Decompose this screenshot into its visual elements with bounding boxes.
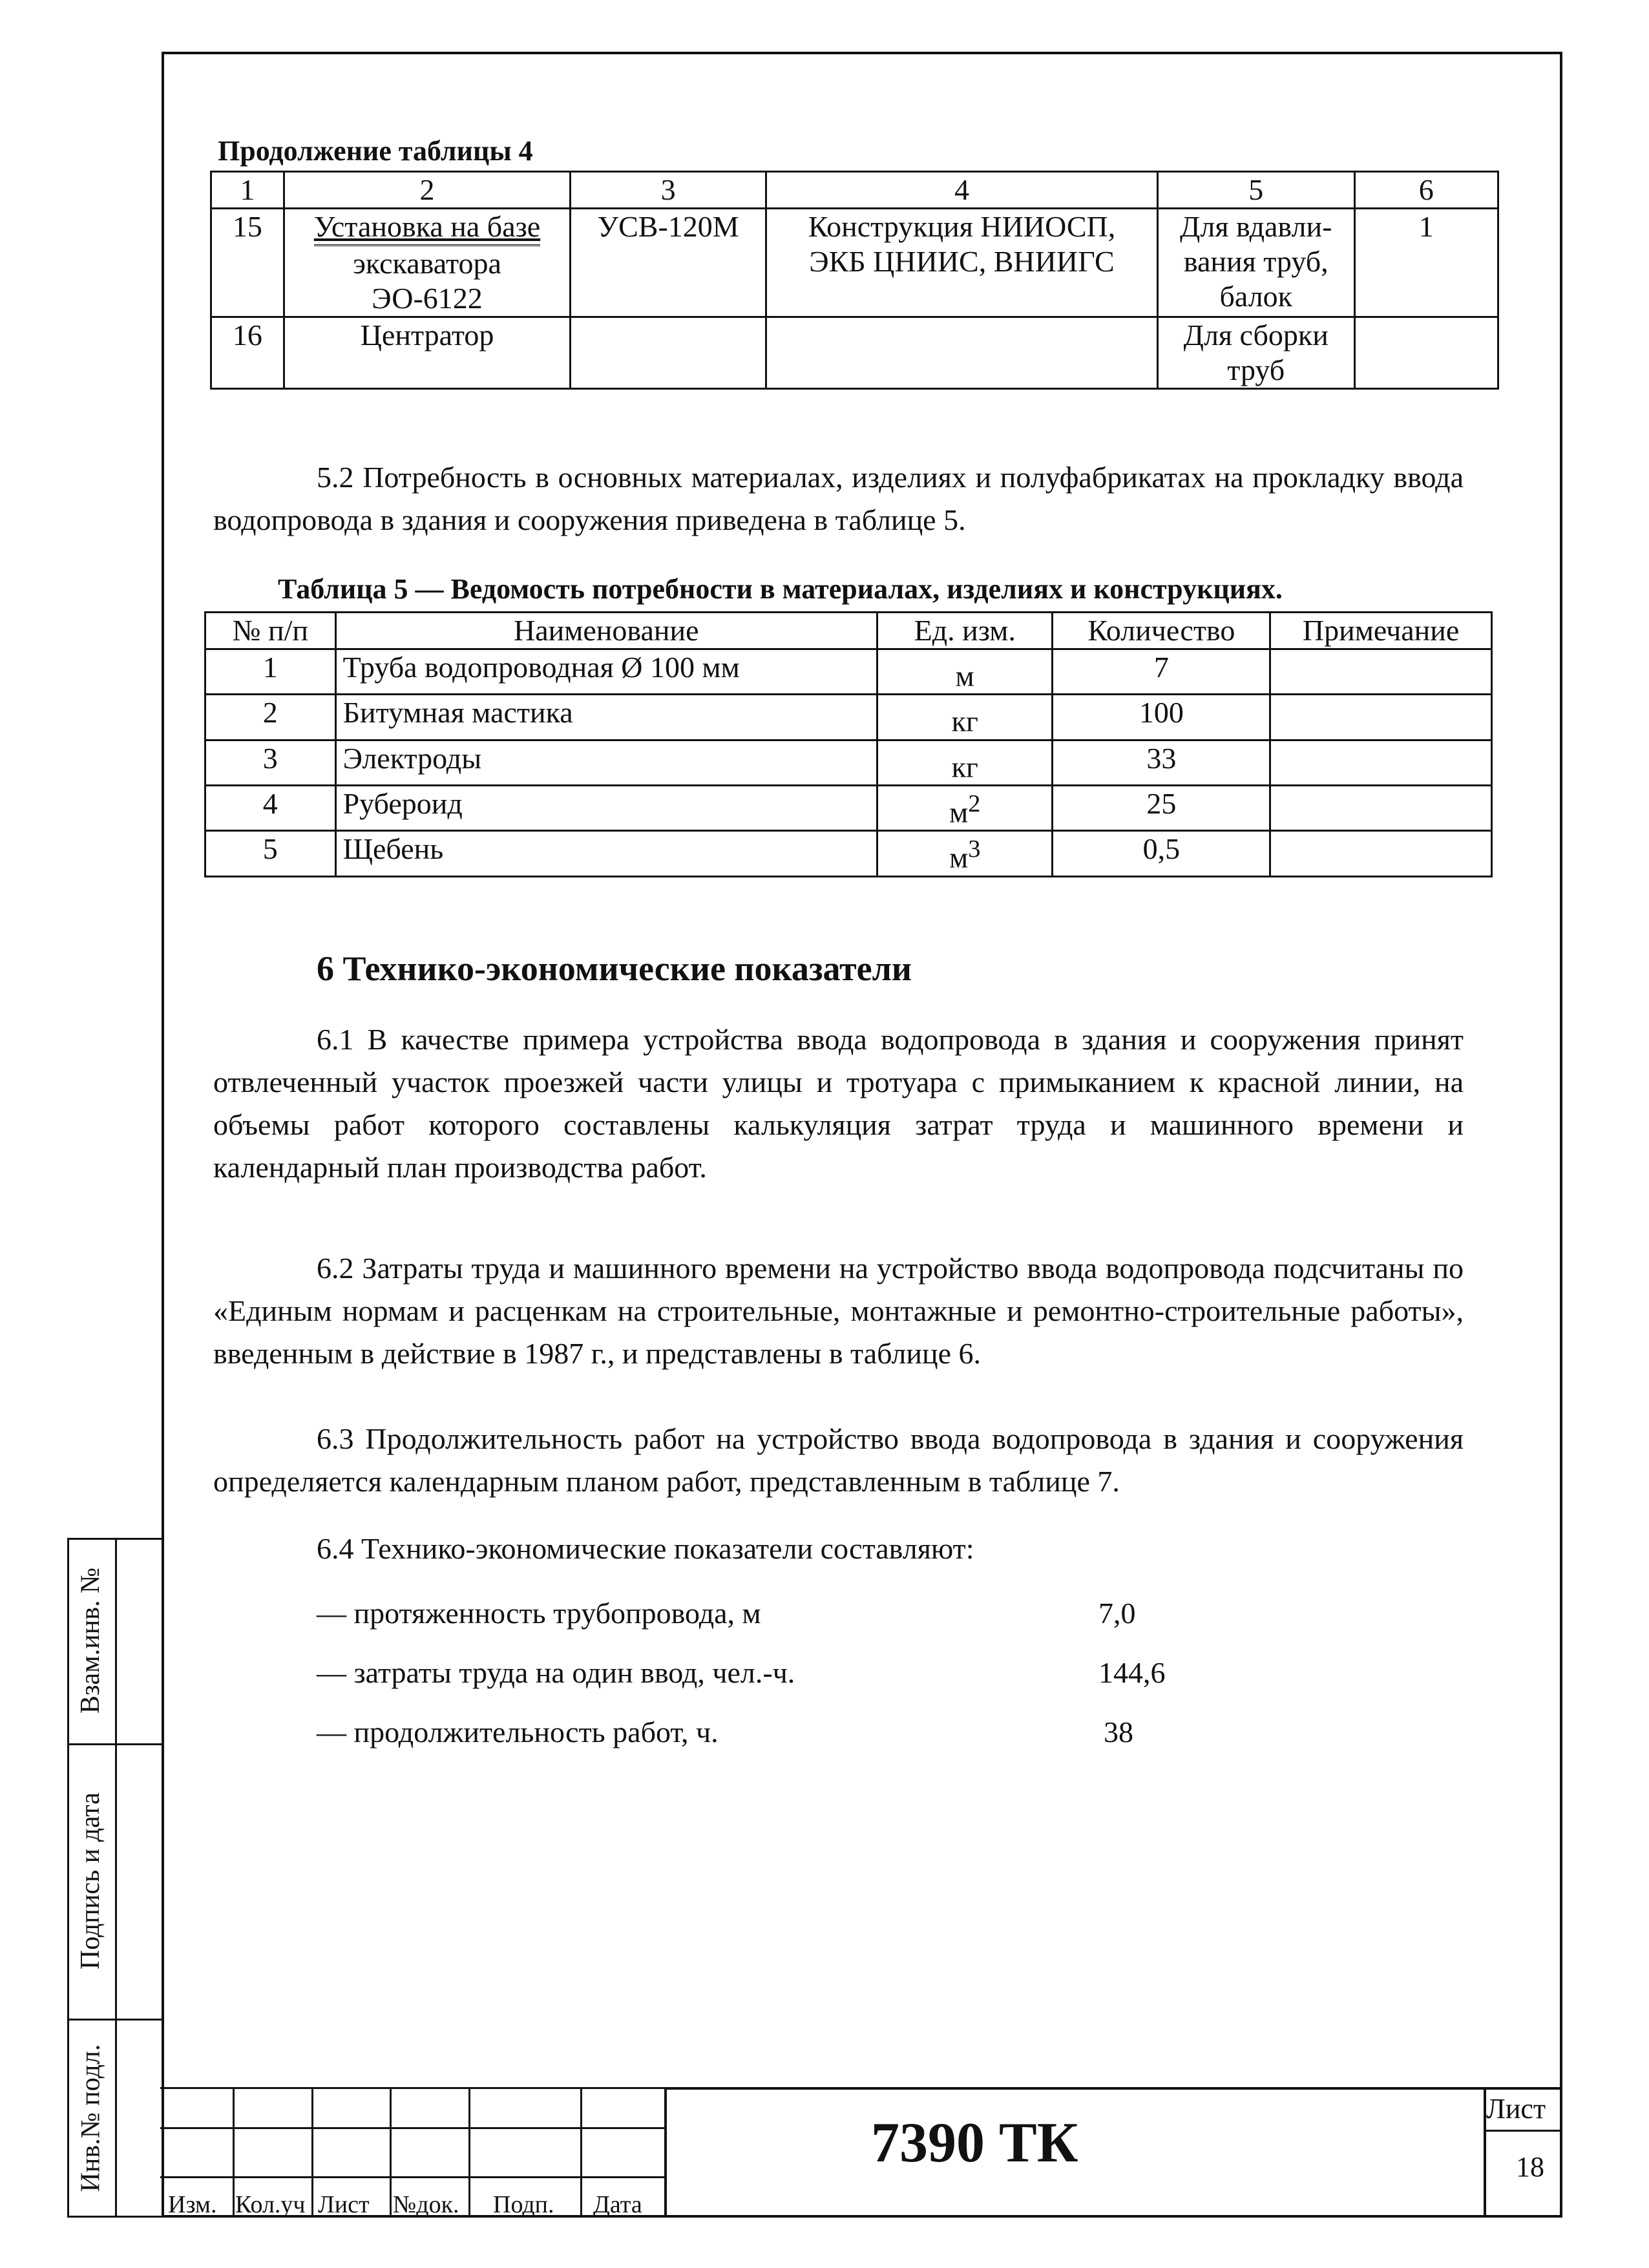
section-6-title: 6 Технико-экономические показатели <box>317 949 912 988</box>
table4-header: 6 <box>1354 172 1498 209</box>
table-row: 4 Рубероид $м^2$ 25 <box>205 785 1492 830</box>
table4 <box>210 171 1499 390</box>
indicator-value: 38 <box>1104 1716 1133 1748</box>
table4-header: 4 <box>766 172 1158 209</box>
table5-header-row <box>205 613 1492 649</box>
table5 <box>204 611 1493 877</box>
tb-label-data: Дата <box>593 2191 642 2218</box>
cell-num: 15 <box>211 209 284 317</box>
indicator-row <box>317 1655 1166 1690</box>
cell-design <box>766 317 1158 389</box>
cell-count: 1 <box>1354 209 1498 317</box>
indicator-label: — продолжительность работ, ч. <box>317 1716 719 1748</box>
title-block <box>160 2087 1562 2218</box>
cell-design: Конструкция НИИОСП, ЭКБ ЦНИИС, ВНИИГС <box>766 209 1158 317</box>
table5-header: Наименование <box>335 613 877 649</box>
table-row <box>211 209 1498 317</box>
indicator-label: — затраты труда на один ввод, чел.-ч. <box>317 1656 795 1689</box>
table4-header-row <box>211 172 1498 209</box>
table5-header: Количество <box>1053 613 1270 649</box>
sheet-label: Лист <box>1486 2093 1546 2125</box>
table-row: 2 Битумная мастика кг 100 <box>205 695 1492 740</box>
table4-header: 2 <box>284 172 570 209</box>
cell-name: Установка на базе экскаватора ЭО-6122 <box>284 209 570 317</box>
sheet-number: 18 <box>1516 2151 1544 2183</box>
table4-caption: Продолжение таблицы 4 <box>218 135 533 167</box>
paragraph-6-3: 6.3 Продолжительность работ на устройство ввода водопровода в здания и сооружения определяется календарным планом работ, представленным в таблице 7. <box>213 1422 1464 1498</box>
tb-label-podp: Подп. <box>493 2191 554 2218</box>
cell-num: 16 <box>211 317 284 389</box>
table4-header: 3 <box>571 172 766 209</box>
table-row: 3 Электроды кг 33 <box>205 740 1492 785</box>
side-stamp-vzam: Взам.инв. № <box>76 1567 105 1714</box>
paragraph-6-1: 6.1 В качестве примера устройства ввода водопровода в здания и сооружения принят отвлеченный участок проезжей части улицы и тротуара с примыканием к красной линии, на объемы работ которого составлены калькуляция затрат труда и машинного времени и календарный план производства работ. <box>213 1023 1464 1184</box>
cell-purpose: Для вдавли- вания труб, балок <box>1157 209 1354 317</box>
tb-label-kol: Кол.уч <box>235 2191 306 2218</box>
side-stamp-podpis: Подпись и дата <box>76 1792 105 1970</box>
document-code: 7390 ТК <box>871 2112 1078 2174</box>
cell-purpose: Для сборки труб <box>1157 317 1354 389</box>
paragraph-6-4: 6.4 Технико-экономические показатели составляют: <box>317 1532 974 1565</box>
tb-label-ndok: №док. <box>393 2191 459 2218</box>
table-row <box>211 317 1498 389</box>
cell-count <box>1354 317 1498 389</box>
cell-name: Центратор <box>284 317 570 389</box>
indicator-label: — протяженность трубопровода, м <box>317 1597 761 1630</box>
indicator-value: 144,6 <box>1098 1656 1166 1689</box>
cell-model: УСВ-120М <box>571 209 766 317</box>
indicator-row <box>317 1596 1136 1630</box>
table5-header: Ед. изм. <box>877 613 1052 649</box>
paragraph-6-2: 6.2 Затраты труда и машинного времени на устройство ввода водопровода подсчитаны по «Единым нормам и расценкам на строительные, монтажные и ремонтно-строительные работы», введенным в действие в 1987 г., и представлены в таблице 6. <box>213 1252 1464 1370</box>
indicator-value: 7,0 <box>1098 1597 1136 1630</box>
indicator-row <box>317 1715 1133 1749</box>
table-row: 5 Щебень $м^3$ 0,5 <box>205 831 1492 876</box>
side-stamp-inv: Инв.№ подл. <box>76 2044 105 2192</box>
cell-model <box>571 317 766 389</box>
paragraph-5-2: 5.2 Потребность в основных материалах, изделиях и полуфабрикатах на прокладку ввода водопровода в здания и сооружения приведена в таблице 5. <box>213 461 1464 536</box>
table4-header: 5 <box>1157 172 1354 209</box>
table5-header: № п/п <box>205 613 336 649</box>
table-row: 1 Труба водопроводная Ø 100 мм м 7 <box>205 649 1492 695</box>
table5-caption: Таблица 5 — Ведомость потребности в материалах, изделиях и конструкциях. <box>278 573 1283 605</box>
side-stamp <box>67 1538 162 2218</box>
tb-label-izm: Изм. <box>168 2191 217 2218</box>
tb-label-list: Лист <box>318 2191 370 2218</box>
table4-header: 1 <box>211 172 284 209</box>
table5-header: Примечание <box>1270 613 1492 649</box>
